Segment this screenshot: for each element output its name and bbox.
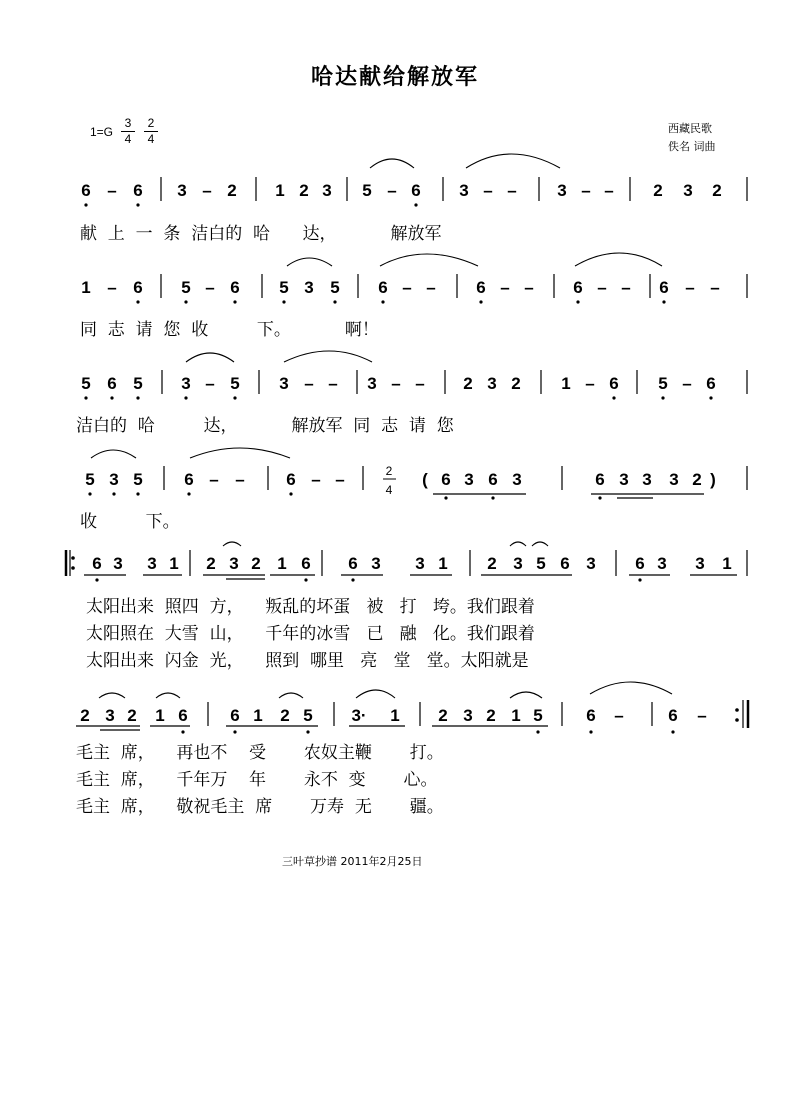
svg-text:3: 3 xyxy=(304,278,314,297)
author-label: 佚名 词曲 xyxy=(668,140,716,153)
svg-text:3: 3 xyxy=(181,374,191,393)
svg-text:2: 2 xyxy=(299,181,309,200)
svg-text:5: 5 xyxy=(133,470,143,489)
svg-text:–: – xyxy=(500,278,510,297)
svg-text:6: 6 xyxy=(609,374,619,393)
svg-text:1: 1 xyxy=(169,554,179,573)
svg-text:6: 6 xyxy=(706,374,716,393)
svg-text:3: 3 xyxy=(229,554,239,573)
svg-text:6: 6 xyxy=(230,706,240,725)
svg-text:6: 6 xyxy=(586,706,596,725)
svg-text:6: 6 xyxy=(107,374,117,393)
verse-2-line-1: 太阳照在 大雪 山， 千年的冰雪 已 融 化。我们跟着 xyxy=(86,624,535,644)
svg-text:–: – xyxy=(585,374,595,393)
svg-text:3: 3 xyxy=(105,706,115,725)
svg-text:6: 6 xyxy=(659,278,669,297)
svg-text:6: 6 xyxy=(184,470,194,489)
svg-text:3: 3 xyxy=(177,181,187,200)
verse-1-line-1: 太阳出来 照四 方， 叛乱的坏蛋 被 打 垮。我们跟着 xyxy=(86,597,535,617)
svg-text:6: 6 xyxy=(635,554,645,573)
svg-text:5: 5 xyxy=(536,554,546,573)
svg-text:6: 6 xyxy=(133,278,143,297)
svg-text:6: 6 xyxy=(488,470,498,489)
svg-text:5: 5 xyxy=(533,706,543,725)
notation-row-2 xyxy=(81,278,719,297)
svg-text:5: 5 xyxy=(181,278,191,297)
svg-text:2: 2 xyxy=(280,706,290,725)
svg-text:–: – xyxy=(304,374,314,393)
svg-text:6: 6 xyxy=(92,554,102,573)
svg-text:3: 3 xyxy=(463,706,473,725)
verse-2-line-2: 毛主 席， 千年万 年 永不 变 心。 xyxy=(76,770,438,790)
svg-text:1: 1 xyxy=(722,554,732,573)
svg-text:1: 1 xyxy=(253,706,263,725)
svg-text:2: 2 xyxy=(385,464,393,478)
svg-text:3: 3 xyxy=(657,554,667,573)
svg-text:6: 6 xyxy=(286,470,296,489)
svg-text:5: 5 xyxy=(230,374,240,393)
svg-text:1: 1 xyxy=(155,706,165,725)
verse-3-line-1: 太阳出来 闪金 光， 照到 哪里 亮 堂 堂。太阳就是 xyxy=(86,651,529,671)
svg-text:2: 2 xyxy=(80,706,90,725)
svg-text:–: – xyxy=(402,278,412,297)
meter-denominator: 4 xyxy=(147,132,155,146)
svg-text:2: 2 xyxy=(438,706,448,725)
meter-numerator: 2 xyxy=(144,116,158,132)
notation-row-3 xyxy=(81,374,715,393)
svg-text:–: – xyxy=(614,706,624,725)
notation-row-5 xyxy=(92,554,731,573)
note: 6 xyxy=(81,181,91,200)
svg-text:–: – xyxy=(335,470,345,489)
svg-text:5: 5 xyxy=(330,278,340,297)
svg-text:–: – xyxy=(202,181,212,200)
svg-text:1: 1 xyxy=(561,374,571,393)
svg-text:3: 3 xyxy=(322,181,332,200)
svg-text:3: 3 xyxy=(669,470,679,489)
svg-text:–: – xyxy=(387,181,397,200)
svg-text:–: – xyxy=(328,374,338,393)
notation-row-6 xyxy=(80,706,706,725)
lyric-line-1: 献 上 一 条 洁白的 哈 达， 解放军 xyxy=(80,224,442,244)
svg-text:–: – xyxy=(685,278,695,297)
svg-text:(: ( xyxy=(422,470,428,489)
svg-text:–: – xyxy=(107,278,117,297)
svg-text:1: 1 xyxy=(438,554,448,573)
svg-text:–: – xyxy=(697,706,707,725)
svg-text:6: 6 xyxy=(441,470,451,489)
svg-text:6: 6 xyxy=(573,278,583,297)
svg-text:2: 2 xyxy=(127,706,137,725)
svg-text:3: 3 xyxy=(367,374,377,393)
notation-row-4 xyxy=(85,464,716,497)
svg-text:3: 3 xyxy=(371,554,381,573)
svg-text:3: 3 xyxy=(459,181,469,200)
svg-text:2: 2 xyxy=(206,554,216,573)
meter-denominator: 4 xyxy=(124,132,132,146)
svg-text:1: 1 xyxy=(390,706,400,725)
verse-1-line-2: 毛主 席， 再也不 受 农奴主鞭 打。 xyxy=(76,743,444,763)
svg-text:–: – xyxy=(107,181,117,200)
svg-text:–: – xyxy=(524,278,534,297)
svg-text:–: – xyxy=(311,470,321,489)
svg-text:6: 6 xyxy=(378,278,388,297)
svg-text:–: – xyxy=(682,374,692,393)
svg-text:3: 3 xyxy=(464,470,474,489)
svg-text:2: 2 xyxy=(486,706,496,725)
svg-text:3: 3 xyxy=(642,470,652,489)
svg-text:–: – xyxy=(507,181,517,200)
svg-text:2: 2 xyxy=(487,554,497,573)
svg-text:3: 3 xyxy=(695,554,705,573)
svg-text:5: 5 xyxy=(658,374,668,393)
svg-text:1: 1 xyxy=(511,706,521,725)
meter-numerator: 3 xyxy=(121,116,135,132)
svg-text:3: 3 xyxy=(279,374,289,393)
lyric-line-3: 洁白的 哈 达， 解放军 同 志 请 您 xyxy=(76,416,454,436)
svg-text:–: – xyxy=(205,278,215,297)
lyric-line-4: 收 下。 xyxy=(80,512,180,532)
key-signature: 1=G xyxy=(90,125,114,139)
svg-text:5: 5 xyxy=(85,470,95,489)
svg-text:6: 6 xyxy=(411,181,421,200)
svg-text:–: – xyxy=(710,278,720,297)
svg-text:2: 2 xyxy=(227,181,237,200)
svg-text:5: 5 xyxy=(303,706,313,725)
svg-text:–: – xyxy=(426,278,436,297)
svg-text:3: 3 xyxy=(109,470,119,489)
svg-text:–: – xyxy=(597,278,607,297)
svg-text:3: 3 xyxy=(487,374,497,393)
svg-text:6: 6 xyxy=(348,554,358,573)
svg-text:2: 2 xyxy=(712,181,722,200)
svg-text:3: 3 xyxy=(683,181,693,200)
svg-text:–: – xyxy=(581,181,591,200)
verse-3-line-2: 毛主 席， 敬祝毛主 席 万寿 无 疆。 xyxy=(76,797,444,817)
svg-text:5: 5 xyxy=(362,181,372,200)
svg-text:4: 4 xyxy=(385,483,393,497)
svg-text:6: 6 xyxy=(560,554,570,573)
svg-text:): ) xyxy=(710,470,716,489)
svg-text:6: 6 xyxy=(476,278,486,297)
svg-text:–: – xyxy=(621,278,631,297)
svg-text:2: 2 xyxy=(463,374,473,393)
notation-row-1 xyxy=(81,181,721,200)
transcriber-footer: 三叶草抄谱 2011年2月25日 xyxy=(282,855,423,868)
svg-text:3: 3 xyxy=(586,554,596,573)
svg-text:2: 2 xyxy=(251,554,261,573)
lyric-line-2: 同 志 请 您 收 下。 啊！ xyxy=(80,320,379,340)
svg-text:5: 5 xyxy=(81,374,91,393)
svg-text:1: 1 xyxy=(277,554,287,573)
svg-text:–: – xyxy=(235,470,245,489)
svg-text:–: – xyxy=(205,374,215,393)
svg-text:6: 6 xyxy=(595,470,605,489)
svg-text:2: 2 xyxy=(511,374,521,393)
svg-text:–: – xyxy=(415,374,425,393)
svg-text:1: 1 xyxy=(275,181,285,200)
svg-text:5: 5 xyxy=(133,374,143,393)
svg-text:–: – xyxy=(604,181,614,200)
svg-text:6: 6 xyxy=(230,278,240,297)
svg-text:3: 3 xyxy=(557,181,567,200)
svg-text:3: 3 xyxy=(113,554,123,573)
svg-text:–: – xyxy=(209,470,219,489)
svg-text:3: 3 xyxy=(619,470,629,489)
svg-text:3: 3 xyxy=(415,554,425,573)
svg-text:5: 5 xyxy=(279,278,289,297)
svg-text:6: 6 xyxy=(178,706,188,725)
origin-label: 西藏民歌 xyxy=(668,122,712,135)
svg-text:3: 3 xyxy=(512,470,522,489)
svg-text:6: 6 xyxy=(133,181,143,200)
svg-text:3·: 3· xyxy=(351,706,367,725)
svg-text:3: 3 xyxy=(147,554,157,573)
svg-text:–: – xyxy=(483,181,493,200)
svg-text:2: 2 xyxy=(692,470,702,489)
svg-text:–: – xyxy=(391,374,401,393)
svg-text:2: 2 xyxy=(653,181,663,200)
svg-text:6: 6 xyxy=(668,706,678,725)
song-title: 哈达献给解放军 xyxy=(310,65,479,90)
svg-text:1: 1 xyxy=(81,278,91,297)
svg-text:3: 3 xyxy=(513,554,523,573)
svg-text:6: 6 xyxy=(301,554,311,573)
